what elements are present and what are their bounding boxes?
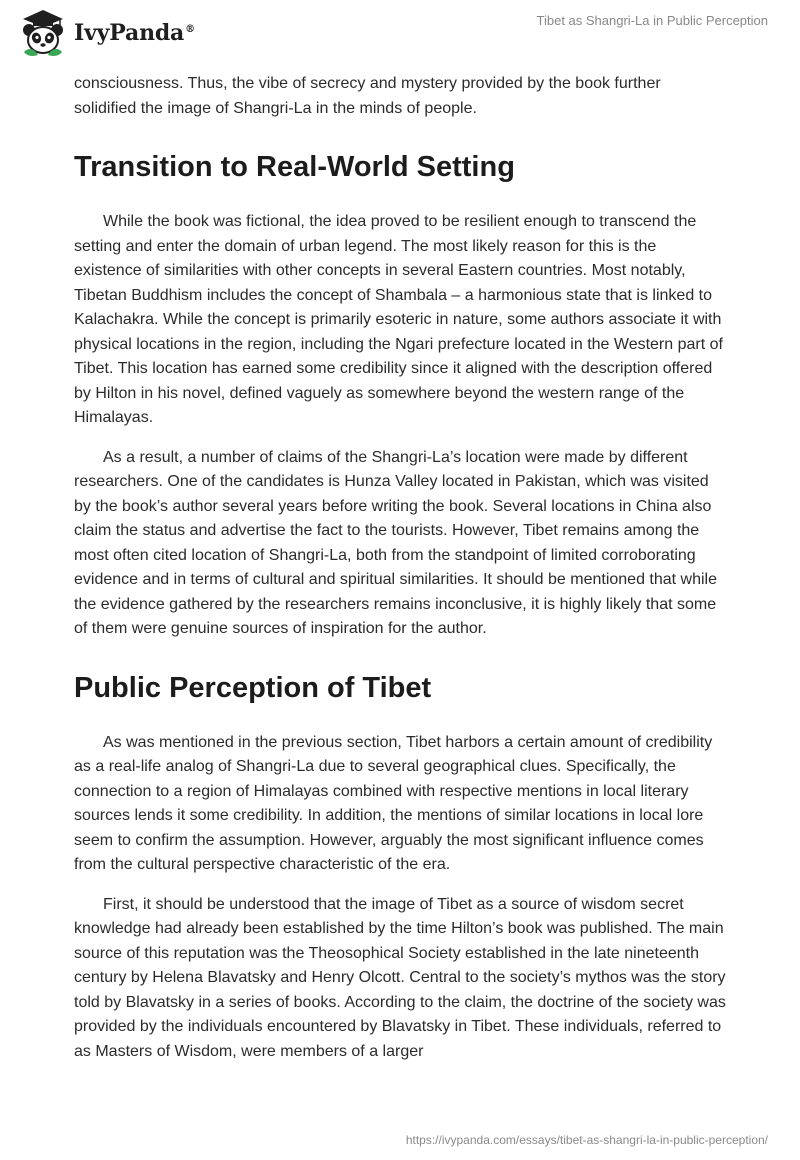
panda-graduate-icon	[16, 6, 70, 60]
brand-name-text: IvyPanda	[74, 20, 185, 46]
page-header	[0, 0, 800, 64]
brand-name	[74, 20, 195, 46]
paragraph: As was mentioned in the previous section, Tibet harbors a certain amount of credibility as a real-life analog of Shangri-La due to several geographical clues. Specifically, the connection to a region of Himalayas combined with respective mentions in local literary sources lends it some credibility. In addition, the mentions of similar locations in local lore seem to confirm the assumption. However, arguably the most significant influence comes from the cultural perspective characteristic of the era.	[74, 733, 713, 873]
paragraph: While the book was fictional, the idea proved to be resilient enough to transcend the setting and enter the domain of urban legend. The most likely reason for this is the existence of similarities with other concepts in several Eastern countries. Most notably, Tibetan Buddhism includes the concept of Shambala – a harmonious state that is linked to Kalachakra. While the concept is primarily esoteric in nature, some authors associate it with physical locations in the region, including the Ngari prefecture located in the Western part of Tibet. This location has earned some credibility since it aligned with the description offered by Hilton in his novel, defined vaguely as somewhere beyond the western range of the Himalayas.	[74, 213, 723, 426]
section-heading-transition: Transition to Real-World Setting	[74, 151, 515, 183]
essay-body	[74, 72, 726, 1064]
paragraph: As a result, a number of claims of the Shangri-La’s location were made by different researchers. One of the candidates is Hunza Valley located in Pakistan, which was visited by the book’s author several years before writing the book. Several locations in China also claim the status and advertise the fact to the tourists. However, Tibet remains among the most often cited location of Shangri-La, both from the standpoint of limited corroborating evidence and in terms of cultural and spiritual similarities. It should be mentioned that while the evidence gathered by the researchers remains inconclusive, it is highly likely that some of them were genuine sources of inspiration for the author.	[74, 448, 717, 637]
section-heading-public-perception: Public Perception of Tibet	[74, 671, 432, 704]
paragraph-continued: consciousness. Thus, the vibe of secrecy and mystery provided by the book further solidified the image of Shangri-La in the minds of people.	[74, 75, 661, 117]
registered-mark: ®	[185, 23, 195, 35]
brand-logo[interactable]	[16, 6, 195, 60]
running-title: Tibet as Shangri-La in Public Perception	[536, 13, 768, 28]
source-url[interactable]: https://ivypanda.com/essays/tibet-as-shangri-la-in-public-perception/	[405, 1133, 768, 1147]
paragraph: First, it should be understood that the image of Tibet as a source of wisdom secret knowledge had already been established by the time Hilton’s book was published. The main source of this reputation was the Theosophical Society established in the late nineteenth century by Helena Blavatsky and Henry Olcott. Central to the society’s mythos was the story told by Blavatsky in a series of books. According to the claim, the doctrine of the society was provided by the individuals encountered by Blavatsky in Tibet. These individuals, referred to as Masters of Wisdom, were members of a larger	[74, 895, 726, 1060]
